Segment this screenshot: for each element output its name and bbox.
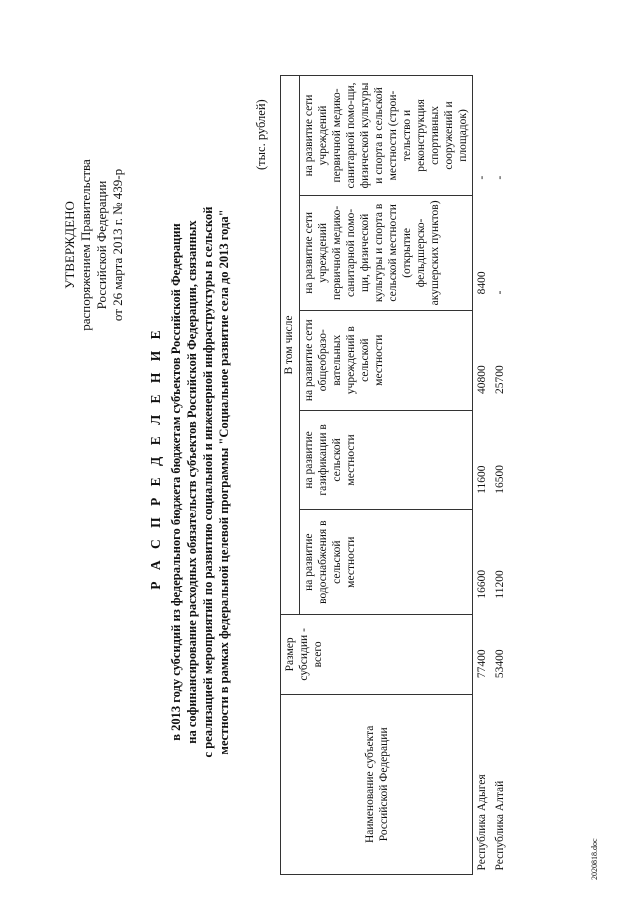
table-header-row-1 bbox=[281, 76, 300, 875]
table-row bbox=[473, 76, 492, 875]
row-region: Республика Алтай bbox=[494, 780, 506, 871]
document-title: Р А С П Р Е Д Е Л Е Н И Е bbox=[148, 326, 163, 590]
cell-schools: 40800 bbox=[476, 365, 488, 395]
row-region: Республика Адыгея bbox=[476, 774, 488, 871]
subtitle-line-1: в 2013 году субсидий из федерального бюджета бюджетам субъектов Российской Федерации bbox=[169, 223, 183, 741]
cell-water: 16600 bbox=[476, 569, 488, 599]
header-water: на развитие водоснабжения в сельской местности bbox=[300, 510, 473, 615]
subtitle-line-4: местности в рамках федеральной целевой программы "Социальное развитие села до 2013 года" bbox=[217, 209, 231, 755]
approval-label: УТВЕРЖДЕНО bbox=[62, 201, 77, 289]
cell-fap: - bbox=[494, 290, 506, 295]
cell-total: 53400 bbox=[494, 649, 506, 679]
header-total: Размер субсидии - всего bbox=[281, 615, 473, 695]
subtitle-line-2: на софинансирование расходных обязательств субъектов Российской Федерации, связанных bbox=[185, 220, 199, 744]
approval-government: Российской Федерации bbox=[94, 180, 109, 310]
approval-date: от 26 марта 2013 г. № 439-р bbox=[110, 168, 125, 322]
cell-sports: - bbox=[476, 175, 488, 180]
cell-gas: 11600 bbox=[476, 465, 488, 494]
cell-water: 11200 bbox=[494, 570, 506, 599]
distribution-table-wrap bbox=[280, 65, 509, 875]
cell-gas: 16500 bbox=[494, 465, 506, 494]
table-row bbox=[491, 76, 509, 875]
cell-fap: 8400 bbox=[476, 271, 488, 295]
header-sports: на развитие сети учреждений первичной медико-санитарной помо-щи, физической культуры и спорта в сельской местности (строи-тельство и реконструкция спортивных сооружений и площадок) bbox=[300, 76, 473, 196]
units-label: (тыс. рублей) bbox=[254, 99, 268, 170]
cell-schools: 25700 bbox=[494, 365, 506, 395]
header-gas: на развитие газификации в сельской местности bbox=[300, 410, 473, 510]
footer-filename: 2020818.doc bbox=[590, 838, 599, 880]
header-schools: на развитие сети общеобразо-вательных учреждений в сельской местности bbox=[300, 310, 473, 410]
cell-sports: - bbox=[494, 175, 506, 180]
approval-block bbox=[62, 130, 126, 360]
header-region: Наименование субъекта Российской Федерации bbox=[281, 694, 473, 874]
distribution-table bbox=[280, 75, 509, 875]
document-subtitle bbox=[168, 102, 232, 862]
subtitle-line-3: с реализацией мероприятий по развитию социальной и инженерной инфраструктуры в сельской bbox=[201, 206, 215, 758]
cell-total: 77400 bbox=[476, 649, 488, 679]
header-including: В том числе bbox=[281, 76, 300, 615]
approval-decree: распоряжением Правительства bbox=[78, 159, 93, 331]
header-fap: на развитие сети учреждений первичной медико-санитарной помо-щи, физической культуры и спорта в сельской местности (открытие фельдшерско-акушерских пунктов) bbox=[300, 195, 473, 310]
